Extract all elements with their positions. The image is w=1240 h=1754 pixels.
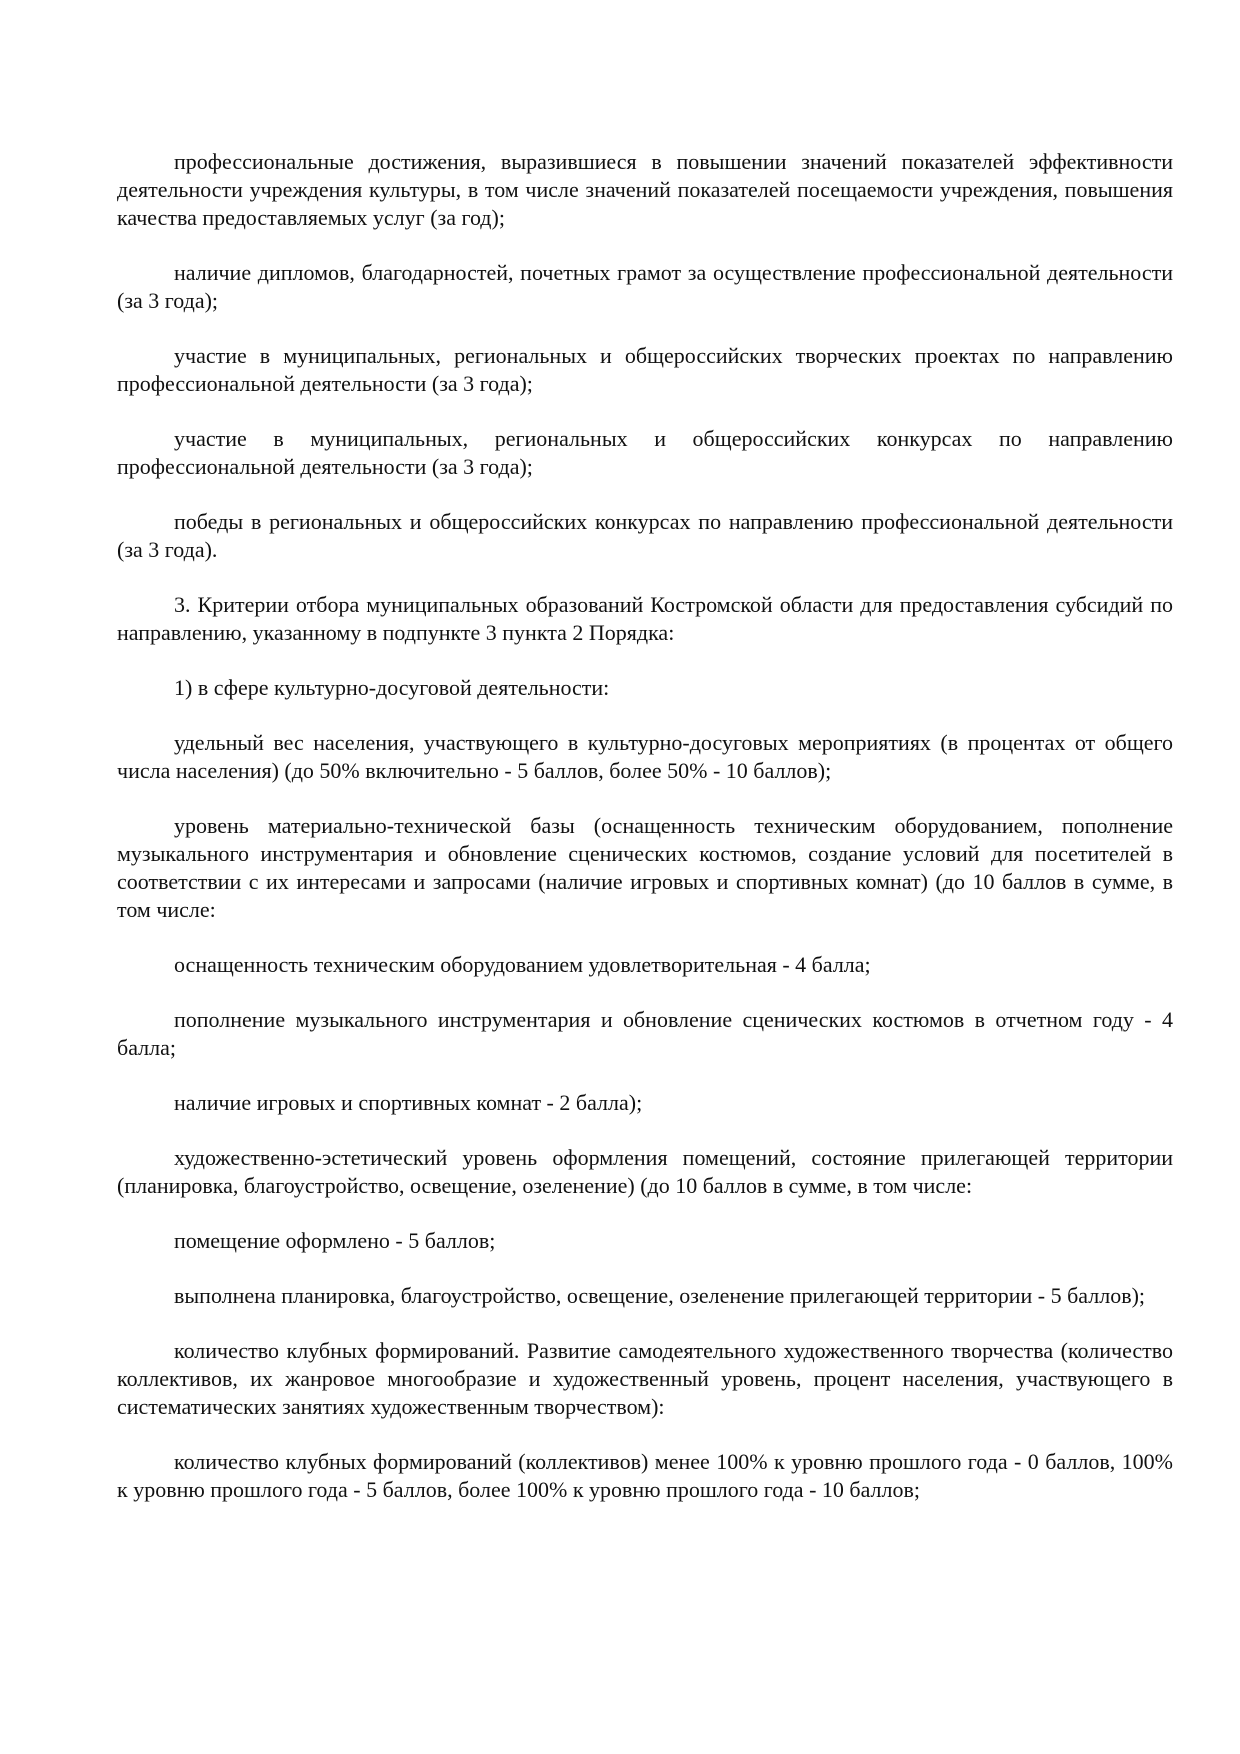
paragraph-subsection-1: 1) в сфере культурно-досуговой деятельности: [174,675,610,700]
paragraph-diplomas: наличие дипломов, благодарностей, почетных грамот за осуществление профессиональной деятельности (за 3 года); [117,260,1173,313]
paragraph-territory-improvement: выполнена планировка, благоустройство, освещение, озеленение прилегающей территории - 5 баллов); [174,1283,1146,1308]
paragraph-instruments-costumes: пополнение музыкального инструментария и обновление сценических костюмов в отчетном году - 4 балла; [117,1007,1173,1060]
paragraph-aesthetic-level: художественно-эстетический уровень оформления помещений, состояние прилегающей территории (планировка, благоустройство, освещение, озеленение) (до 10 баллов в сумме, в том числе: [117,1145,1173,1198]
paragraph-equipment: оснащенность техническим оборудованием удовлетворительная - 4 балла; [174,952,871,977]
paragraph-creative-projects: участие в муниципальных, региональных и общероссийских творческих проектах по направлению профессиональной деятельности (за 3 года); [117,343,1173,396]
paragraph-population-share: удельный вес населения, участвующего в культурно-досуговых мероприятиях (в процентах от общего числа населения) (до 50% включительно - 5 баллов, более 50% - 10 баллов); [117,730,1173,783]
paragraph-contests-victories: победы в региональных и общероссийских конкурсах по направлению профессиональной деятельности (за 3 года). [117,509,1173,562]
paragraph-material-base: уровень материально-технической базы (оснащенность техническим оборудованием, пополнение музыкального инструментария и обновление сценических костюмов, создание условий для посетителей в соответствии с их интересами и запросами (наличие игровых и спортивных комнат) (до 10 баллов в сумме, в том числе: [117,813,1173,922]
paragraph-premises-decorated: помещение оформлено - 5 баллов; [174,1228,496,1253]
paragraph-club-formations-scores: количество клубных формирований (коллективов) менее 100% к уровню прошлого года - 0 баллов, 100% к уровню прошлого года - 5 баллов, более 100% к уровню прошлого года - 10 баллов; [117,1449,1173,1502]
paragraph-contests-participation: участие в муниципальных, региональных и общероссийских конкурсах по направлению профессиональной деятельности (за 3 года); [117,426,1173,479]
paragraph-achievements: профессиональные достижения, выразившиеся в повышении значений показателей эффективности деятельности учреждения культуры, в том числе значений показателей посещаемости учреждения, повышения качества предоставляемых услуг (за год); [117,149,1173,230]
paragraph-game-rooms: наличие игровых и спортивных комнат - 2 балла); [174,1090,643,1115]
paragraph-club-formations: количество клубных формирований. Развитие самодеятельного художественного творчества (количество коллективов, их жанровое многообразие и художественный уровень, процент населения, участвующего в систематических занятиях художественным творчеством): [117,1338,1173,1419]
paragraph-section-3-criteria: 3. Критерии отбора муниципальных образований Костромской области для предоставления субсидий по направлению, указанному в подпункте 3 пункта 2 Порядка: [117,592,1173,645]
document-page [117,148,1173,1531]
